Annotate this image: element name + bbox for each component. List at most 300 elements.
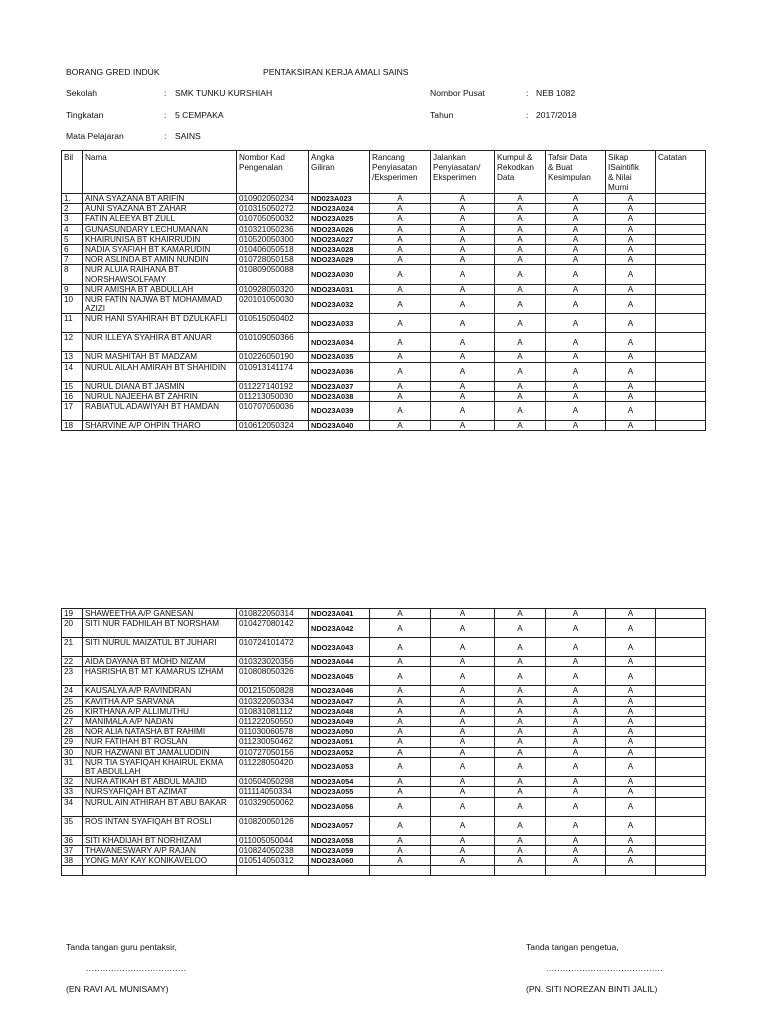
table-row — [62, 421, 706, 431]
ic-number-cell: 011227140192 — [237, 381, 309, 391]
grade-jalankan-cell: A — [431, 835, 495, 845]
angka-giliran-cell: NDO23A028 — [309, 245, 370, 255]
table-row — [62, 333, 706, 352]
grade-rancang-cell: A — [370, 638, 431, 657]
center-number-label: Nombor Pusat — [430, 88, 485, 98]
school-colon: : — [164, 88, 167, 98]
table-header-row — [62, 151, 706, 194]
table-row — [62, 717, 706, 727]
grade-jalankan-cell: A — [431, 245, 495, 255]
grade-jalankan-cell: A — [431, 757, 495, 776]
angka-giliran-cell: NDO23A031 — [309, 284, 370, 294]
grade-rancang-cell: A — [370, 314, 431, 333]
grade-kumpul-cell: A — [495, 717, 546, 727]
year-label: Tahun — [430, 110, 454, 120]
angka-giliran-cell: NDO23A041 — [309, 609, 370, 619]
header-line: Catatan — [658, 153, 687, 162]
grade-kumpul-cell: A — [495, 194, 546, 204]
grades-table-part-2 — [61, 608, 706, 876]
catatan-cell — [656, 686, 706, 696]
ic-number-cell: 010427080142 — [237, 619, 309, 638]
grade-kumpul-cell: A — [495, 265, 546, 284]
catatan-cell — [656, 866, 706, 876]
center-number-colon: : — [526, 88, 529, 98]
principal-signature-label: Tanda tangan pengetua, — [526, 942, 619, 952]
bil-cell: 37 — [62, 845, 83, 855]
col-tafsir-header — [546, 151, 606, 194]
col-jalankan-header — [431, 151, 495, 194]
grade-jalankan-cell: A — [431, 204, 495, 214]
name-cell: KHAIRUNISA BT KHAIRRUDIN — [83, 234, 237, 244]
header-line: Jalankan — [433, 153, 466, 162]
grade-tafsir-cell — [546, 866, 606, 876]
grade-kumpul-cell: A — [495, 284, 546, 294]
principal-signature-line: .......................................... — [546, 963, 664, 973]
grade-jalankan-cell: A — [431, 638, 495, 657]
grade-kumpul-cell: A — [495, 402, 546, 421]
catatan-cell — [656, 402, 706, 421]
angka-giliran-cell: NDO23A043 — [309, 638, 370, 657]
grade-sikap-cell: A — [606, 245, 656, 255]
bil-cell: 13 — [62, 352, 83, 362]
col-catatan-header — [656, 151, 706, 194]
bil-cell — [62, 866, 83, 876]
center-number-value: NEB 1082 — [536, 88, 576, 98]
grade-tafsir-cell: A — [546, 214, 606, 224]
grade-jalankan-cell: A — [431, 284, 495, 294]
grade-tafsir-cell: A — [546, 245, 606, 255]
catatan-cell — [656, 777, 706, 787]
catatan-cell — [656, 245, 706, 255]
bil-cell: 7 — [62, 255, 83, 265]
ic-number-cell: 010322050334 — [237, 696, 309, 706]
grade-tafsir-cell: A — [546, 737, 606, 747]
angka-giliran-cell: NDO23A045 — [309, 667, 370, 686]
grade-sikap-cell: A — [606, 362, 656, 381]
angka-giliran-cell: NDO23A055 — [309, 787, 370, 797]
grade-rancang-cell: A — [370, 352, 431, 362]
grade-rancang-cell: A — [370, 706, 431, 716]
catatan-cell — [656, 757, 706, 776]
catatan-cell — [656, 797, 706, 816]
grade-sikap-cell: A — [606, 787, 656, 797]
bil-cell: 9 — [62, 284, 83, 294]
angka-giliran-cell: NDO23A032 — [309, 295, 370, 314]
ic-number-cell: 010109050366 — [237, 333, 309, 352]
ic-number-cell: 010913141174 — [237, 362, 309, 381]
grade-kumpul-cell: A — [495, 333, 546, 352]
subject-value: SAINS — [175, 131, 201, 141]
header-line: /Eksperimen — [372, 173, 418, 182]
grade-rancang-cell: A — [370, 333, 431, 352]
name-cell: YONG MAY KAY KONIKAVELOO — [83, 856, 237, 866]
grade-rancang-cell: A — [370, 204, 431, 214]
grade-rancang-cell: A — [370, 421, 431, 431]
table-row — [62, 845, 706, 855]
catatan-cell — [656, 717, 706, 727]
grade-tafsir-cell: A — [546, 638, 606, 657]
grade-tafsir-cell: A — [546, 391, 606, 401]
table-row — [62, 295, 706, 314]
catatan-cell — [656, 747, 706, 757]
grade-tafsir-cell: A — [546, 295, 606, 314]
ic-number-cell: 010809050088 — [237, 265, 309, 284]
grade-sikap-cell: A — [606, 737, 656, 747]
angka-giliran-cell: NDO23A051 — [309, 737, 370, 747]
grade-rancang-cell: A — [370, 657, 431, 667]
ic-number-cell: 010315050272 — [237, 204, 309, 214]
name-cell: KAVITHA A/P SARVANA — [83, 696, 237, 706]
table-row — [62, 391, 706, 401]
name-cell: AINA SYAZANA BT ARIFIN — [83, 194, 237, 204]
grade-tafsir-cell: A — [546, 381, 606, 391]
bil-cell: 3 — [62, 214, 83, 224]
grade-jalankan-cell: A — [431, 194, 495, 204]
grade-rancang-cell: A — [370, 284, 431, 294]
grade-kumpul-cell: A — [495, 245, 546, 255]
catatan-cell — [656, 234, 706, 244]
ic-number-cell: 010329050062 — [237, 797, 309, 816]
ic-number-cell: 010612050324 — [237, 421, 309, 431]
col-sikap-header — [606, 151, 656, 194]
grade-tafsir-cell: A — [546, 696, 606, 706]
year-value: 2017/2018 — [536, 110, 577, 120]
angka-giliran-cell: NDO23A046 — [309, 686, 370, 696]
table-row — [62, 638, 706, 657]
ic-number-cell: 010808050326 — [237, 667, 309, 686]
col-kumpul-header — [495, 151, 546, 194]
table-row — [62, 667, 706, 686]
name-cell: THAVANESWARY A/P RAJAN — [83, 845, 237, 855]
ic-number-cell: 011213050030 — [237, 391, 309, 401]
name-cell: NOR ALIA NATASHA BT RAHIMI — [83, 727, 237, 737]
grade-kumpul-cell: A — [495, 255, 546, 265]
table-row — [62, 737, 706, 747]
teacher-signature-label: Tanda tangan guru pentaksir, — [66, 942, 177, 952]
angka-giliran-cell: NDO23A058 — [309, 835, 370, 845]
grade-tafsir-cell: A — [546, 706, 606, 716]
header-line: & Buat — [548, 163, 573, 172]
teacher-name: (EN RAVI A/L MUNISAMY) — [66, 984, 169, 994]
table-row — [62, 787, 706, 797]
grade-rancang-cell: A — [370, 727, 431, 737]
grade-tafsir-cell: A — [546, 717, 606, 727]
grade-kumpul-cell: A — [495, 667, 546, 686]
catatan-cell — [656, 609, 706, 619]
name-cell: NURUL NAJEEHA BT ZAHRIN — [83, 391, 237, 401]
grade-sikap-cell: A — [606, 402, 656, 421]
name-cell: NUR FATIN NAJWA BT MOHAMMAD AZIZI — [83, 295, 237, 314]
grade-tafsir-cell: A — [546, 362, 606, 381]
grade-rancang-cell: A — [370, 797, 431, 816]
angka-giliran-cell: NDO23A056 — [309, 797, 370, 816]
bil-cell: 38 — [62, 856, 83, 866]
catatan-cell — [656, 381, 706, 391]
table-row — [62, 696, 706, 706]
angka-giliran-cell: NDO23A059 — [309, 845, 370, 855]
header-line: ISaintifik — [608, 163, 639, 172]
grade-rancang-cell: A — [370, 787, 431, 797]
name-cell: NURSYAFIQAH BT AZIMAT — [83, 787, 237, 797]
grade-kumpul-cell: A — [495, 797, 546, 816]
angka-giliran-cell: NDO23A030 — [309, 265, 370, 284]
grade-sikap-cell: A — [606, 255, 656, 265]
table-row — [62, 747, 706, 757]
grade-rancang-cell: A — [370, 619, 431, 638]
grade-sikap-cell: A — [606, 816, 656, 835]
ic-number-cell: 011114050334 — [237, 787, 309, 797]
name-cell: FATIN ALEEYA BT ZULL — [83, 214, 237, 224]
grade-tafsir-cell: A — [546, 255, 606, 265]
grade-sikap-cell: A — [606, 777, 656, 787]
header-line: Pengenalan — [239, 163, 283, 172]
name-cell — [83, 866, 237, 876]
grade-rancang-cell: A — [370, 245, 431, 255]
ic-number-cell: 011222050550 — [237, 717, 309, 727]
ic-number-cell: 011228050420 — [237, 757, 309, 776]
grade-rancang-cell: A — [370, 402, 431, 421]
grade-tafsir-cell: A — [546, 421, 606, 431]
name-cell: AUNI SYAZANA BT ZAHAR — [83, 204, 237, 214]
grade-tafsir-cell: A — [546, 234, 606, 244]
angka-giliran-cell: NDO23A044 — [309, 657, 370, 667]
ic-number-cell: 010902050234 — [237, 194, 309, 204]
grade-jalankan-cell: A — [431, 787, 495, 797]
name-cell: NUR HAZWANI BT JAMALUDDIN — [83, 747, 237, 757]
angka-giliran-cell: NDO23A054 — [309, 777, 370, 787]
ic-number-cell: 010705050032 — [237, 214, 309, 224]
table-row — [62, 224, 706, 234]
grade-sikap-cell: A — [606, 706, 656, 716]
grade-kumpul-cell: A — [495, 835, 546, 845]
grade-jalankan-cell: A — [431, 706, 495, 716]
name-cell: NURUL AILAH AMIRAH BT SHAHIDIN — [83, 362, 237, 381]
grade-jalankan-cell: A — [431, 224, 495, 234]
angka-giliran-cell: NDO23A048 — [309, 706, 370, 716]
ic-number-cell: 010824050238 — [237, 845, 309, 855]
grade-jalankan-cell: A — [431, 717, 495, 727]
ic-number-cell: 011230050462 — [237, 737, 309, 747]
header-line: Bil — [64, 153, 74, 162]
table-row — [62, 284, 706, 294]
grade-jalankan-cell: A — [431, 727, 495, 737]
grade-tafsir-cell: A — [546, 797, 606, 816]
grade-kumpul-cell: A — [495, 777, 546, 787]
grade-rancang-cell: A — [370, 856, 431, 866]
grade-jalankan-cell: A — [431, 747, 495, 757]
grade-tafsir-cell: A — [546, 314, 606, 333]
ic-number-cell: 010520050300 — [237, 234, 309, 244]
catatan-cell — [656, 657, 706, 667]
ic-number-cell: 010514050312 — [237, 856, 309, 866]
catatan-cell — [656, 667, 706, 686]
bil-cell: 29 — [62, 737, 83, 747]
bil-cell: 33 — [62, 787, 83, 797]
catatan-cell — [656, 421, 706, 431]
ic-number-cell: 010724101472 — [237, 638, 309, 657]
catatan-cell — [656, 737, 706, 747]
grade-sikap-cell: A — [606, 727, 656, 737]
grade-jalankan-cell: A — [431, 362, 495, 381]
header-line: Murni — [608, 183, 629, 192]
grade-sikap-cell: A — [606, 314, 656, 333]
bil-cell: 24 — [62, 686, 83, 696]
table-row — [62, 835, 706, 845]
grade-rancang-cell: A — [370, 835, 431, 845]
grade-rancang-cell: A — [370, 295, 431, 314]
grade-rancang-cell: A — [370, 224, 431, 234]
bil-cell: 27 — [62, 717, 83, 727]
grade-jalankan-cell: A — [431, 686, 495, 696]
bil-cell: 6 — [62, 245, 83, 255]
ic-number-cell: 011030060578 — [237, 727, 309, 737]
grade-kumpul-cell: A — [495, 204, 546, 214]
table-row — [62, 706, 706, 716]
ic-number-cell: 010406050518 — [237, 245, 309, 255]
grade-rancang-cell: A — [370, 265, 431, 284]
catatan-cell — [656, 333, 706, 352]
name-cell: NADIA SYAFIAH BT KAMARUDIN — [83, 245, 237, 255]
grade-tafsir-cell: A — [546, 609, 606, 619]
bil-cell: 1. — [62, 194, 83, 204]
header-line: Rancang — [372, 153, 405, 162]
grade-sikap-cell: A — [606, 284, 656, 294]
header-line: Sikap — [608, 153, 629, 162]
bil-cell: 22 — [62, 657, 83, 667]
bil-cell: 34 — [62, 797, 83, 816]
grade-sikap-cell: A — [606, 333, 656, 352]
grade-tafsir-cell: A — [546, 787, 606, 797]
grade-sikap-cell: A — [606, 204, 656, 214]
name-cell: SHARVINE A/P OHPIN THARO — [83, 421, 237, 431]
class-label: Tingkatan — [66, 110, 104, 120]
angka-giliran-cell: NDO23A026 — [309, 224, 370, 234]
grade-jalankan-cell: A — [431, 265, 495, 284]
catatan-cell — [656, 314, 706, 333]
grade-sikap-cell: A — [606, 265, 656, 284]
grade-kumpul-cell: A — [495, 314, 546, 333]
table-row — [62, 194, 706, 204]
grade-tafsir-cell: A — [546, 284, 606, 294]
bil-cell: 11 — [62, 314, 83, 333]
bil-cell: 31 — [62, 757, 83, 776]
name-cell: NUR AMISHA BT ABDULLAH — [83, 284, 237, 294]
header-line: Rekodkan — [497, 163, 534, 172]
name-cell: SITI NURUL MAIZATUL BT JUHARI — [83, 638, 237, 657]
name-cell: SITI NUR FADHILAH BT NORSHAM — [83, 619, 237, 638]
header-line: Angka — [311, 153, 335, 162]
grade-sikap-cell: A — [606, 856, 656, 866]
ic-number-cell: 010820050126 — [237, 816, 309, 835]
table-row — [62, 727, 706, 737]
grade-jalankan-cell: A — [431, 391, 495, 401]
grade-jalankan-cell: A — [431, 402, 495, 421]
grade-jalankan-cell — [431, 866, 495, 876]
grade-jalankan-cell: A — [431, 333, 495, 352]
angka-giliran-cell: NDO23A024 — [309, 204, 370, 214]
angka-giliran-cell: NDO23A035 — [309, 352, 370, 362]
grade-tafsir-cell: A — [546, 402, 606, 421]
ic-number-cell: 001215050828 — [237, 686, 309, 696]
table-row — [62, 255, 706, 265]
header-line: Giliran — [311, 163, 335, 172]
header-line: Eksperimen — [433, 173, 477, 182]
grade-kumpul-cell: A — [495, 686, 546, 696]
grade-sikap-cell: A — [606, 747, 656, 757]
angka-giliran-cell: NDO23A038 — [309, 391, 370, 401]
grade-kumpul-cell: A — [495, 787, 546, 797]
name-cell: NUR ILLEYA SYAHIRA BT ANUAR — [83, 333, 237, 352]
grade-tafsir-cell: A — [546, 194, 606, 204]
grade-jalankan-cell: A — [431, 352, 495, 362]
grade-sikap-cell — [606, 866, 656, 876]
col-bil-header — [62, 151, 83, 194]
catatan-cell — [656, 362, 706, 381]
header-line: Tafsir Data — [548, 153, 588, 162]
col-nama-header — [83, 151, 237, 194]
col-rancang-header — [370, 151, 431, 194]
header-line: Kumpul & — [497, 153, 533, 162]
grade-kumpul-cell: A — [495, 845, 546, 855]
table-row — [62, 245, 706, 255]
table-row — [62, 856, 706, 866]
grade-jalankan-cell: A — [431, 737, 495, 747]
grade-sikap-cell: A — [606, 381, 656, 391]
bil-cell: 18 — [62, 421, 83, 431]
bil-cell: 36 — [62, 835, 83, 845]
grade-sikap-cell: A — [606, 835, 656, 845]
angka-giliran-cell: NDO23A037 — [309, 381, 370, 391]
ic-number-cell: 010822050314 — [237, 609, 309, 619]
name-cell: NUR ALUIA RAIHANA BT NORSHAWSOLFAMY — [83, 265, 237, 284]
grade-kumpul-cell: A — [495, 362, 546, 381]
header-line: Kesimpulan — [548, 173, 591, 182]
grade-sikap-cell: A — [606, 638, 656, 657]
name-cell: ROS INTAN SYAFIQAH BT ROSLI — [83, 816, 237, 835]
angka-giliran-cell: NDO23A040 — [309, 421, 370, 431]
name-cell: SITI KHADIJAH BT NORHIZAM — [83, 835, 237, 845]
header-line: & Nilai — [608, 173, 632, 182]
grade-kumpul-cell: A — [495, 214, 546, 224]
bil-cell: 21 — [62, 638, 83, 657]
name-cell: NOR ASLINDA BT AMIN NUNDIN — [83, 255, 237, 265]
table-row — [62, 362, 706, 381]
table-row — [62, 234, 706, 244]
catatan-cell — [656, 787, 706, 797]
grade-rancang-cell: A — [370, 234, 431, 244]
school-label: Sekolah — [66, 88, 98, 98]
grade-tafsir-cell: A — [546, 816, 606, 835]
grade-rancang-cell: A — [370, 667, 431, 686]
bil-cell: 14 — [62, 362, 83, 381]
angka-giliran-cell: NDO23A025 — [309, 214, 370, 224]
angka-giliran-cell: NDO23A042 — [309, 619, 370, 638]
grade-rancang-cell: A — [370, 255, 431, 265]
ic-number-cell: 011005050044 — [237, 835, 309, 845]
angka-giliran-cell — [309, 866, 370, 876]
grade-kumpul-cell: A — [495, 619, 546, 638]
grade-jalankan-cell: A — [431, 609, 495, 619]
grade-tafsir-cell: A — [546, 333, 606, 352]
ic-number-cell: 010727050156 — [237, 747, 309, 757]
grade-rancang-cell — [370, 866, 431, 876]
grade-kumpul-cell: A — [495, 747, 546, 757]
grade-sikap-cell: A — [606, 717, 656, 727]
subject-label: Mata Pelajaran — [66, 131, 124, 141]
angka-giliran-cell: NDO23A047 — [309, 696, 370, 706]
grade-rancang-cell: A — [370, 609, 431, 619]
grade-kumpul-cell: A — [495, 696, 546, 706]
